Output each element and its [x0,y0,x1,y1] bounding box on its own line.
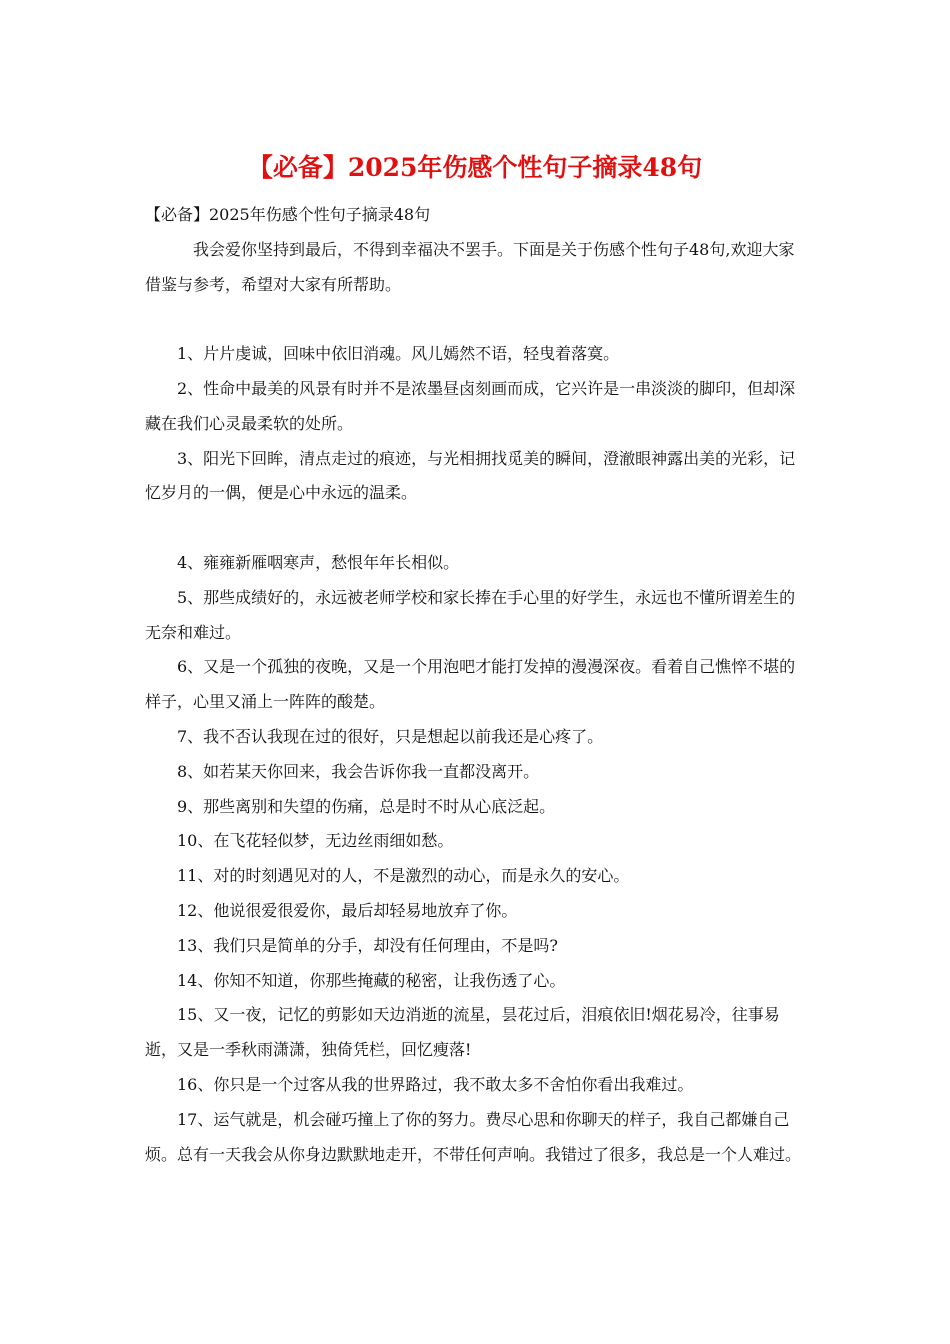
list-item: 14、你知不知道，你那些掩藏的秘密，让我伤透了心。 [177,970,566,990]
list-item: 6、又是一个孤独的夜晚，又是一个用泡吧才能打发掉的漫漫深夜。看着自己憔悴不堪的样子，心里又涌上一阵阵的酸楚。 [145,657,796,712]
list-item: 17、运气就是，机会碰巧撞上了你的努力。费尽心思和你聊天的样子，我自己都嫌自己烦。总有一天我会从你身边默默地走开，不带任何声响。我错过了很多，我总是一个人难过。 [145,1109,802,1164]
paragraph-gap [145,302,805,337]
list-item: 8、如若某天你回来，我会告诉你我一直都没离开。 [177,761,540,781]
document-title: 【必备】2025年伤感个性句子摘录48句 [247,153,703,182]
intro-paragraph: 我会爱你坚持到最后，不得到幸福决不罢手。下面是关于伤感个性句子48句,欢迎大家借鉴与参考，希望对大家有所帮助。 [145,239,795,294]
list-item: 11、对的时刻遇见对的人，不是激烈的动心，而是永久的安心。 [177,866,630,886]
list-item: 10、在飞花轻似梦，无边丝雨细如愁。 [177,831,454,851]
list-item: 13、我们只是简单的分手，却没有任何理由，不是吗? [177,935,558,955]
paragraph-gap [145,511,805,546]
document-subtitle: 【必备】2025年伤感个性句子摘录48句 [145,205,431,224]
list-item: 9、那些离别和失望的伤痛，总是时不时从心底泛起。 [177,796,556,816]
list-item: 4、雍雍新雁咽寒声，愁恨年年长相似。 [177,552,460,572]
list-item: 12、他说很爱很爱你，最后却轻易地放弃了你。 [177,900,518,920]
list-item: 7、我不否认我现在过的很好，只是想起以前我还是心疼了。 [177,726,604,746]
document-body [145,198,805,1172]
list-item: 1、片片虔诚，回味中依旧消魂。风儿嫣然不语，轻曳着落寞。 [177,344,620,364]
list-item: 15、又一夜，记忆的剪影如天边消逝的流星，昙花过后，泪痕依旧!烟花易冷，往事易逝，又是一季秋雨潇潇，独倚凭栏，回忆瘦落! [145,1005,780,1060]
list-item: 5、那些成绩好的，永远被老师学校和家长捧在手心里的好学生，永远也不懂所谓差生的无奈和难过。 [145,587,796,642]
list-item: 3、阳光下回眸，清点走过的痕迹，与光相拥找觅美的瞬间，澄澈眼神露出美的光彩，记忆岁月的一偶，便是心中永远的温柔。 [145,448,796,503]
list-item: 2、性命中最美的风景有时并不是浓墨昼卤刻画而成，它兴许是一串淡淡的脚印，但却深藏在我们心灵最柔软的处所。 [145,378,796,433]
list-item: 16、你只是一个过客从我的世界路过，我不敢太多不舍怕你看出我难过。 [177,1074,694,1094]
